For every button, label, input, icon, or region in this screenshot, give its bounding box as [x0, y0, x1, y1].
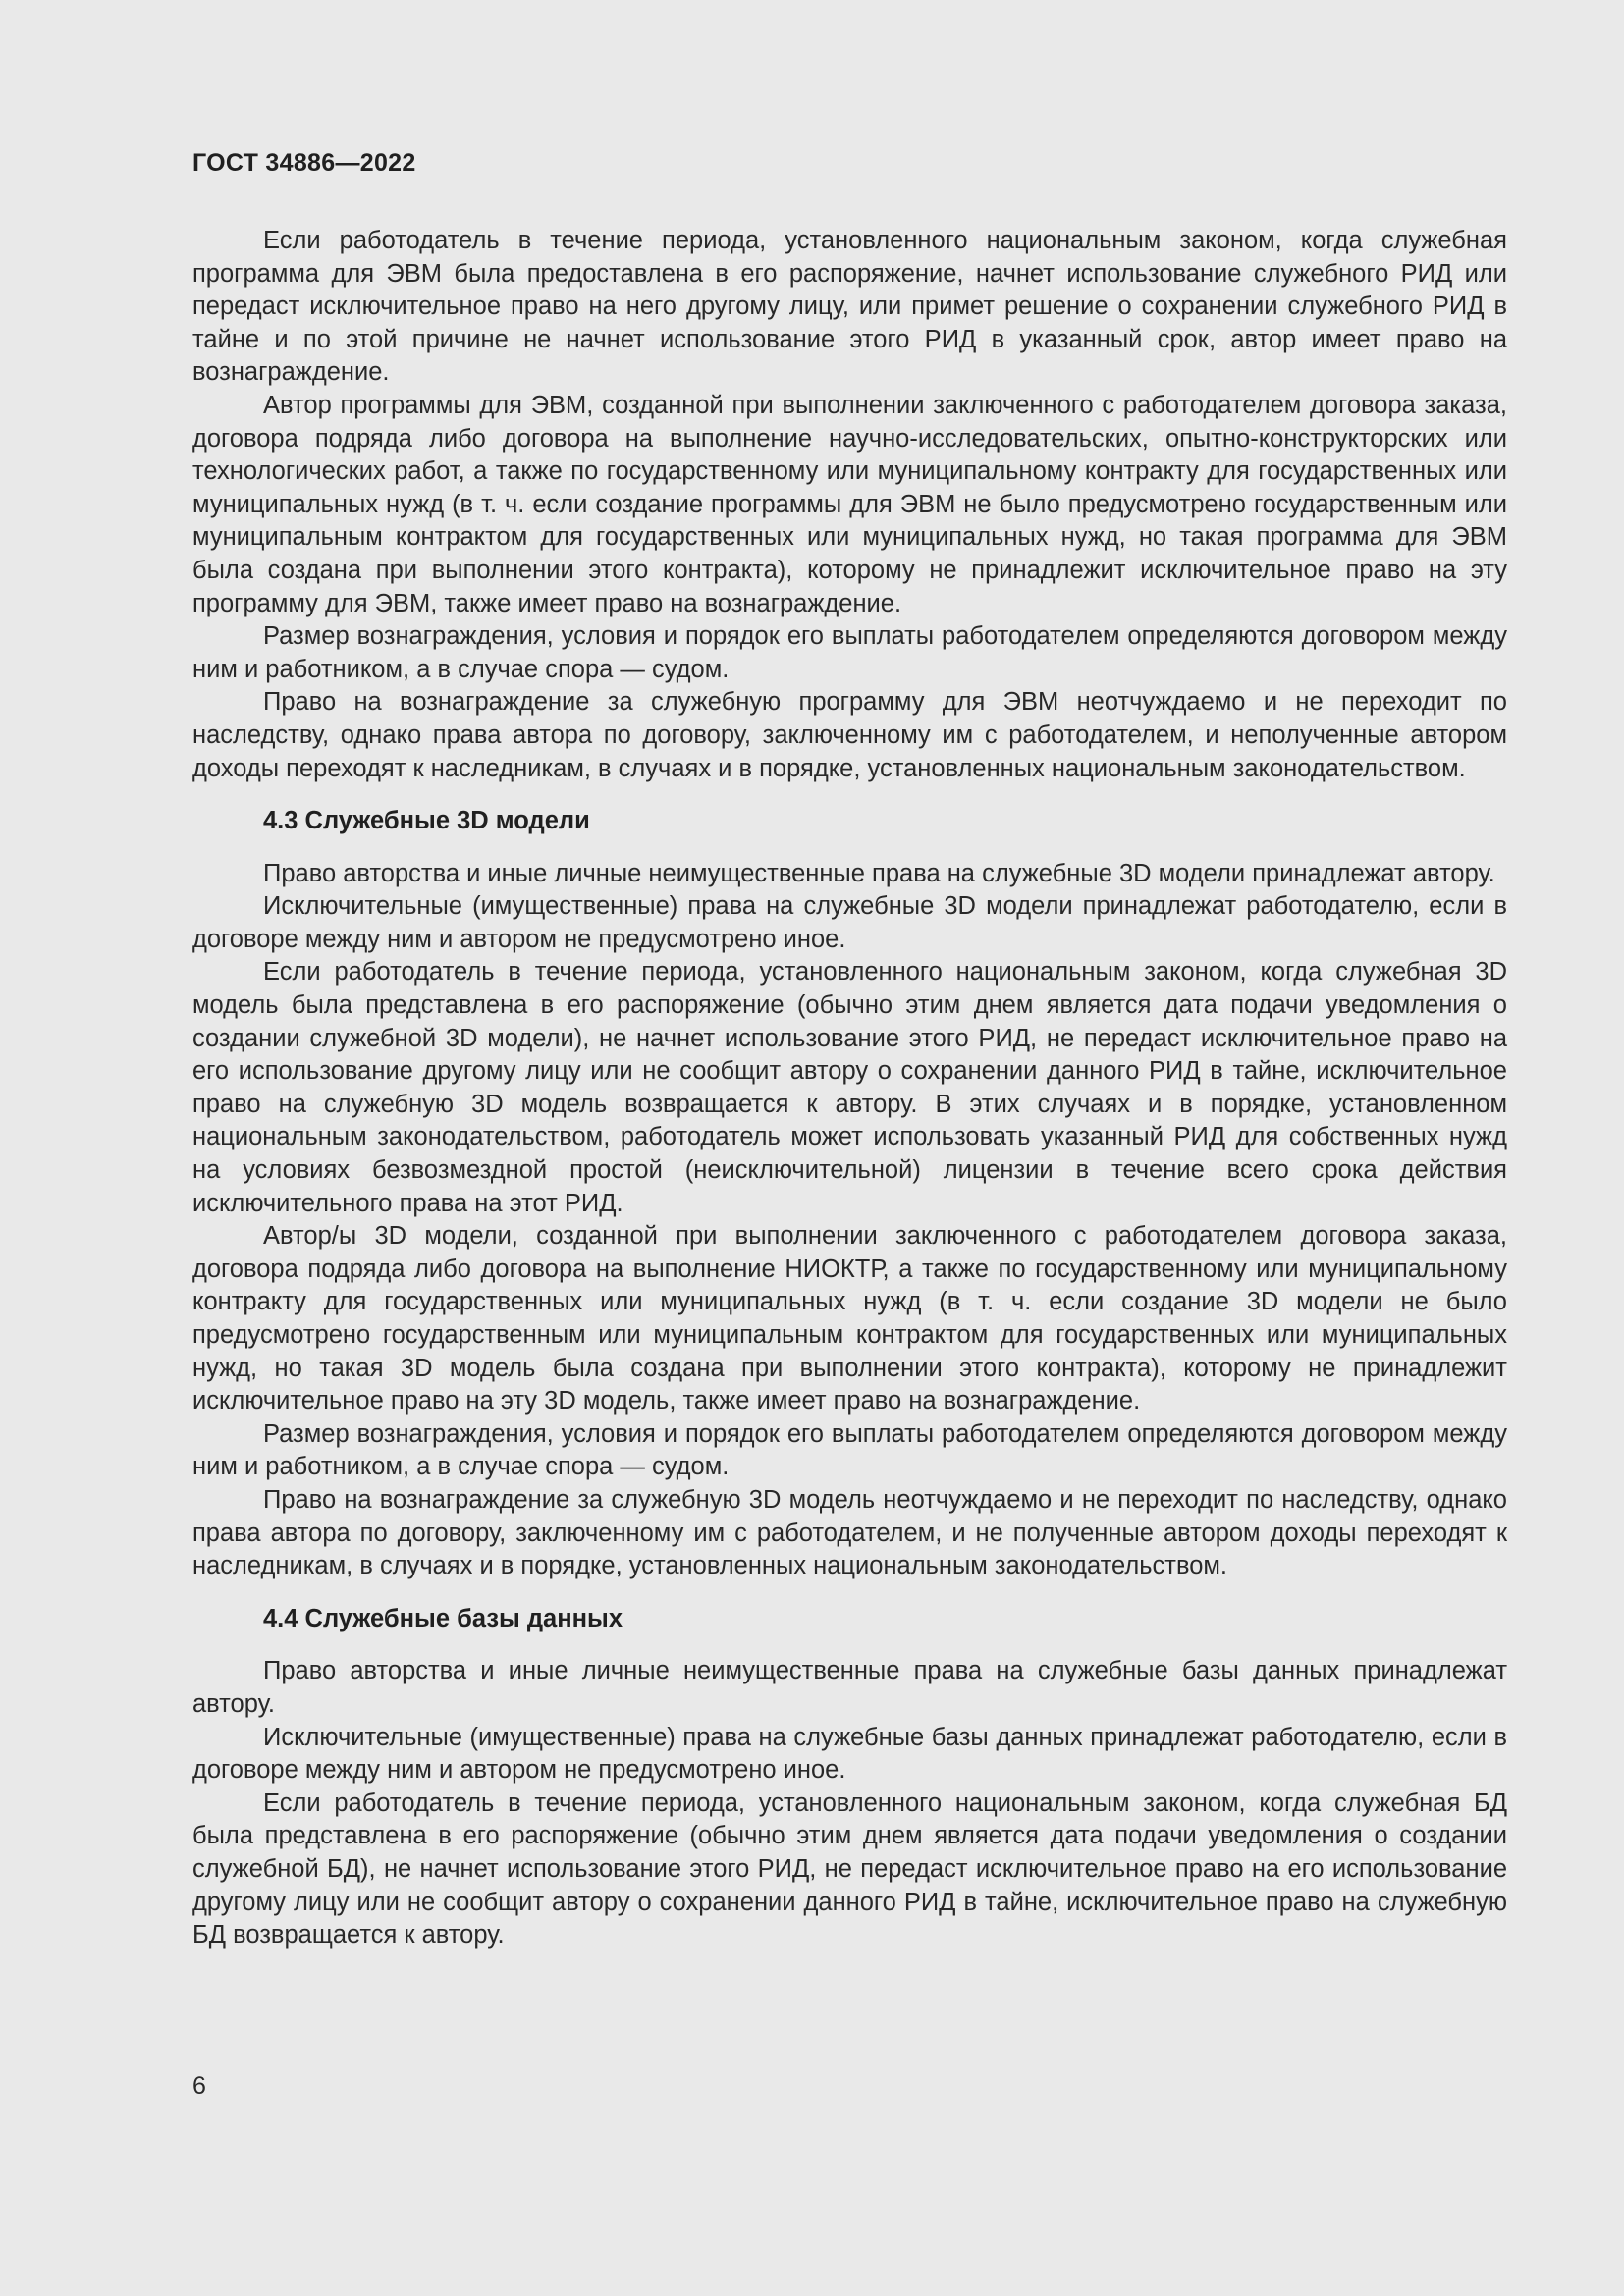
- paragraph: Автор/ы 3D модели, созданной при выполнении заключенного с работодателем договора заказа, договора подряда либо договора на выполнение НИОКТР, а также по государственному или муниципальному контракту для государственных или муниципальных нужд (в т. ч. если создание 3D модели не было предусмотрено государственным или муниципальным контрактом для государственных или муниципальных нужд, но такая 3D модель была создана при выполнении этого контракта), которому не принадлежит исключительное право на эту 3D модель, также имеет право на вознаграждение.: [192, 1222, 1507, 1415]
- paragraph: Исключительные (имущественные) права на служебные базы данных принадлежат работодателю, если в договоре между ним и автором не предусмотрено иное.: [192, 1723, 1507, 1785]
- paragraph: Автор программы для ЭВМ, созданной при выполнении заключенного с работодателем договора заказа, договора подряда либо договора на выполнение научно-исследовательских, опытно-конструкторских или технологических работ, а также по государственному или муниципальному контракту для государственных или муниципальных нужд (в т. ч. если создание программы для ЭВМ не было предусмотрено государственным или муниципальным контрактом для государственных или муниципальных нужд, но такая программа для ЭВМ была создана при выполнении этого контракта), которому не принадлежит исключительное право на эту программу для ЭВМ, также имеет право на вознаграждение.: [192, 391, 1507, 617]
- paragraph: Право на вознаграждение за служебную программу для ЭВМ неотчуждаемо и не переходит по наследству, однако права автора по договору, заключенному им с работодателем, и неполученные автором доходы переходят к наследникам, в случаях и в порядке, установленных национальным законодательством.: [192, 688, 1507, 782]
- paragraph: Размер вознаграждения, условия и порядок его выплаты работодателем определяются договором между ним и работником, а в случае спора — судом.: [192, 1419, 1507, 1481]
- paragraph: Если работодатель в течение периода, установленного национальным законом, когда служебная 3D модель была представлена в его распоряжение (обычно этим днем является дата подачи уведомления о создании служебной 3D модели), не начнет использование этого РИД, не передаст исключительное право на его использование другому лицу или не сообщит автору о сохранении данного РИД в тайне, исключительное право на служебную 3D модель возвращается к автору. В этих случаях и в порядке, установленном национальным законодательством, работодатель может использовать указанный РИД для собственных нужд на условиях безвозмездной простой (неисключительной) лицензии в течение всего срока действия исключительного права на этот РИД.: [192, 958, 1507, 1217]
- section-heading-4-3: 4.3 Служебные 3D модели: [263, 807, 590, 835]
- paragraph: Исключительные (имущественные) права на служебные 3D модели принадлежат работодателю, если в договоре между ним и автором не предусмотрено иное.: [192, 892, 1507, 953]
- document-body: [192, 225, 1507, 1952]
- paragraph: Право на вознаграждение за служебную 3D модель неотчуждаемо и не переходит по наследству, однако права автора по договору, заключенному им с работодателем, и не полученные автором доходы переходят к наследникам, в случаях и в порядке, установленных национальным законодательством.: [192, 1485, 1507, 1580]
- paragraph: Размер вознаграждения, условия и порядок его выплаты работодателем определяются договором между ним и работником, а в случае спора — судом.: [192, 622, 1507, 683]
- paragraph: Право авторства и иные личные неимущественные права на служебные базы данных принадлежат автору.: [192, 1657, 1507, 1718]
- paragraph: Право авторства и иные личные неимущественные права на служебные 3D модели принадлежат автору.: [263, 859, 1495, 887]
- paragraph: Если работодатель в течение периода, установленного национальным законом, когда служебная программа для ЭВМ была предоставлена в его распоряжение, начнет использование служебного РИД или передаст исключительное право на него другому лицу, или примет решение о сохранении служебного РИД в тайне и по этой причине не начнет использование этого РИД в указанный срок, автор имеет право на вознаграждение.: [192, 227, 1507, 387]
- paragraph: Если работодатель в течение периода, установленного национальным законом, когда служебная БД была представлена в его распоряжение (обычно этим днем является дата подачи уведомления о создании служебной БД), не начнет использование этого РИД, не передаст исключительное право на его использование другому лицу или не сообщит автору о сохранении данного РИД в тайне, исключительное право на служебную БД возвращается к автору.: [192, 1789, 1507, 1949]
- section-heading-4-4: 4.4 Служебные базы данных: [263, 1604, 623, 1632]
- page-number: 6: [192, 2072, 206, 2100]
- document-code-header: ГОСТ 34886—2022: [192, 149, 416, 177]
